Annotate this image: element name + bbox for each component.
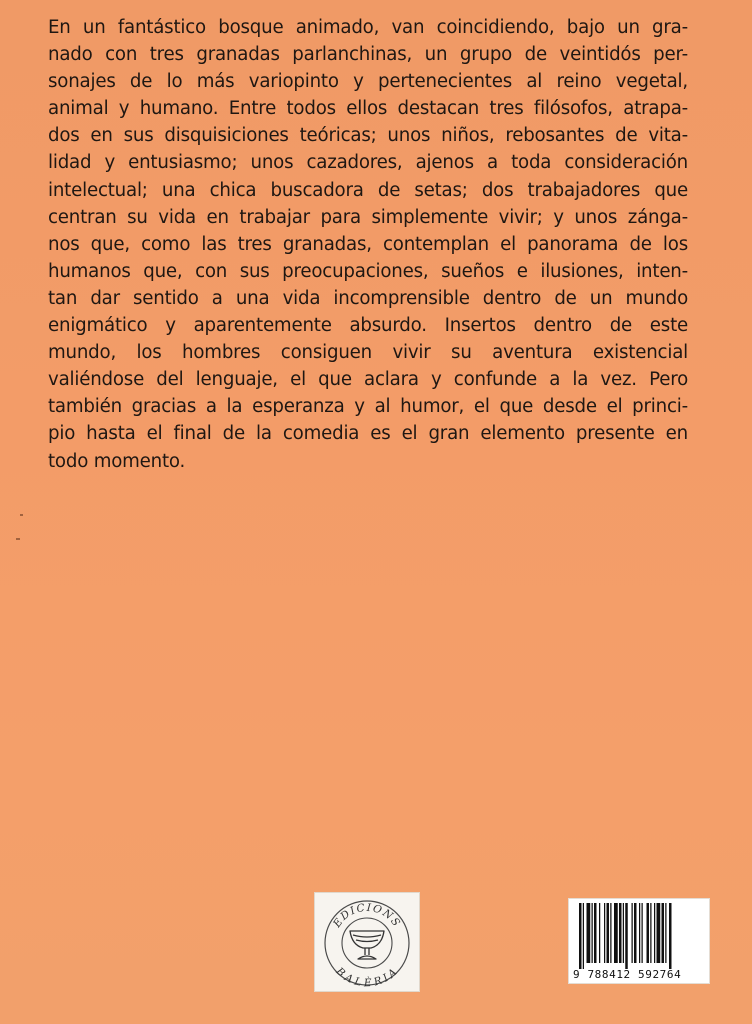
barcode-bar <box>607 903 610 963</box>
synopsis-line: lidad y entusiasmo; unos cazadores, ajenos a toda consideración <box>48 152 688 174</box>
barcode-bar <box>587 903 591 963</box>
barcode-bar <box>654 903 655 963</box>
svg-text:EDICIONS <box>331 902 403 931</box>
print-speck <box>16 538 20 540</box>
synopsis-line: tan dar sentido a una vida incomprensible dentro de un mundo <box>48 287 688 309</box>
barcode-bar <box>669 903 672 969</box>
synopsis-line: centran su vida en trabajar para simplemente vivir; y unos zánga- <box>48 206 688 228</box>
isbn-barcode <box>568 898 710 984</box>
publisher-emblem <box>315 893 419 991</box>
print-speck <box>20 514 23 516</box>
synopsis-line: humanos que, con sus preocupaciones, sueños e ilusiones, inten- <box>48 260 688 282</box>
synopsis-line: también gracias a la esperanza y al humor, el que desde el princi- <box>48 396 688 418</box>
synopsis-line: En un fantástico bosque animado, van coincidiendo, bajo un gra- <box>48 17 688 38</box>
barcode-bar <box>592 903 593 963</box>
logo-bottom-text: BALÈRIA <box>333 965 401 990</box>
synopsis-text <box>48 14 688 475</box>
barcode-bar <box>632 903 633 963</box>
synopsis-line: animal y humano. Entre todos ellos destacan tres filósofos, atrapa- <box>48 98 688 120</box>
barcode-bar <box>657 903 661 963</box>
synopsis-line: dos en sus disquisiciones teóricas; unos niños, rebosantes de vita- <box>48 125 688 147</box>
barcode-bar <box>662 903 665 963</box>
barcode-bar <box>614 903 618 963</box>
barcode-bar <box>610 903 611 963</box>
barcode-bar <box>594 903 597 963</box>
logo-top-text: EDICIONS <box>331 901 403 930</box>
chalice-icon <box>350 931 384 959</box>
synopsis-line: sonajes de lo más variopinto y pertenecientes al reino vegetal, <box>48 71 688 93</box>
barcode-bar <box>604 903 605 963</box>
barcode-bar <box>579 903 582 969</box>
barcode-bar <box>665 903 666 963</box>
barcode-bar <box>639 903 640 963</box>
barcode-bar <box>634 903 637 963</box>
publisher-logo <box>314 892 420 992</box>
barcode-bar <box>583 903 584 969</box>
synopsis-line: intelectual; una chica buscadora de setas; dos trabajadores que <box>48 179 688 201</box>
barcode-bar <box>650 903 651 963</box>
synopsis-line: valiéndose del lenguaje, el que aclara y confunde a la vez. Pero <box>48 369 688 391</box>
barcode-bar <box>642 903 643 963</box>
synopsis-line: nado con tres granadas parlanchinas, un grupo de veintidós per- <box>48 44 688 66</box>
barcode-bar <box>623 903 624 963</box>
isbn-digits: 9 788412 592764 <box>573 968 682 981</box>
barcode-bar <box>625 903 628 969</box>
barcode-bar <box>619 903 622 963</box>
barcode-bars <box>569 899 709 971</box>
synopsis-line: mundo, los hombres consiguen vivir su aventura existencial <box>48 342 688 364</box>
synopsis-line: pio hasta el final de la comedia es el gran elemento presente en <box>48 423 688 445</box>
barcode-bar <box>599 903 600 963</box>
barcode-bar <box>647 903 650 963</box>
synopsis-line: nos que, como las tres granadas, contemplan el panorama de los <box>48 233 688 255</box>
synopsis-line: enigmático y aparentemente absurdo. Insertos dentro de este <box>48 315 688 337</box>
synopsis-line: todo momento. <box>48 450 186 472</box>
